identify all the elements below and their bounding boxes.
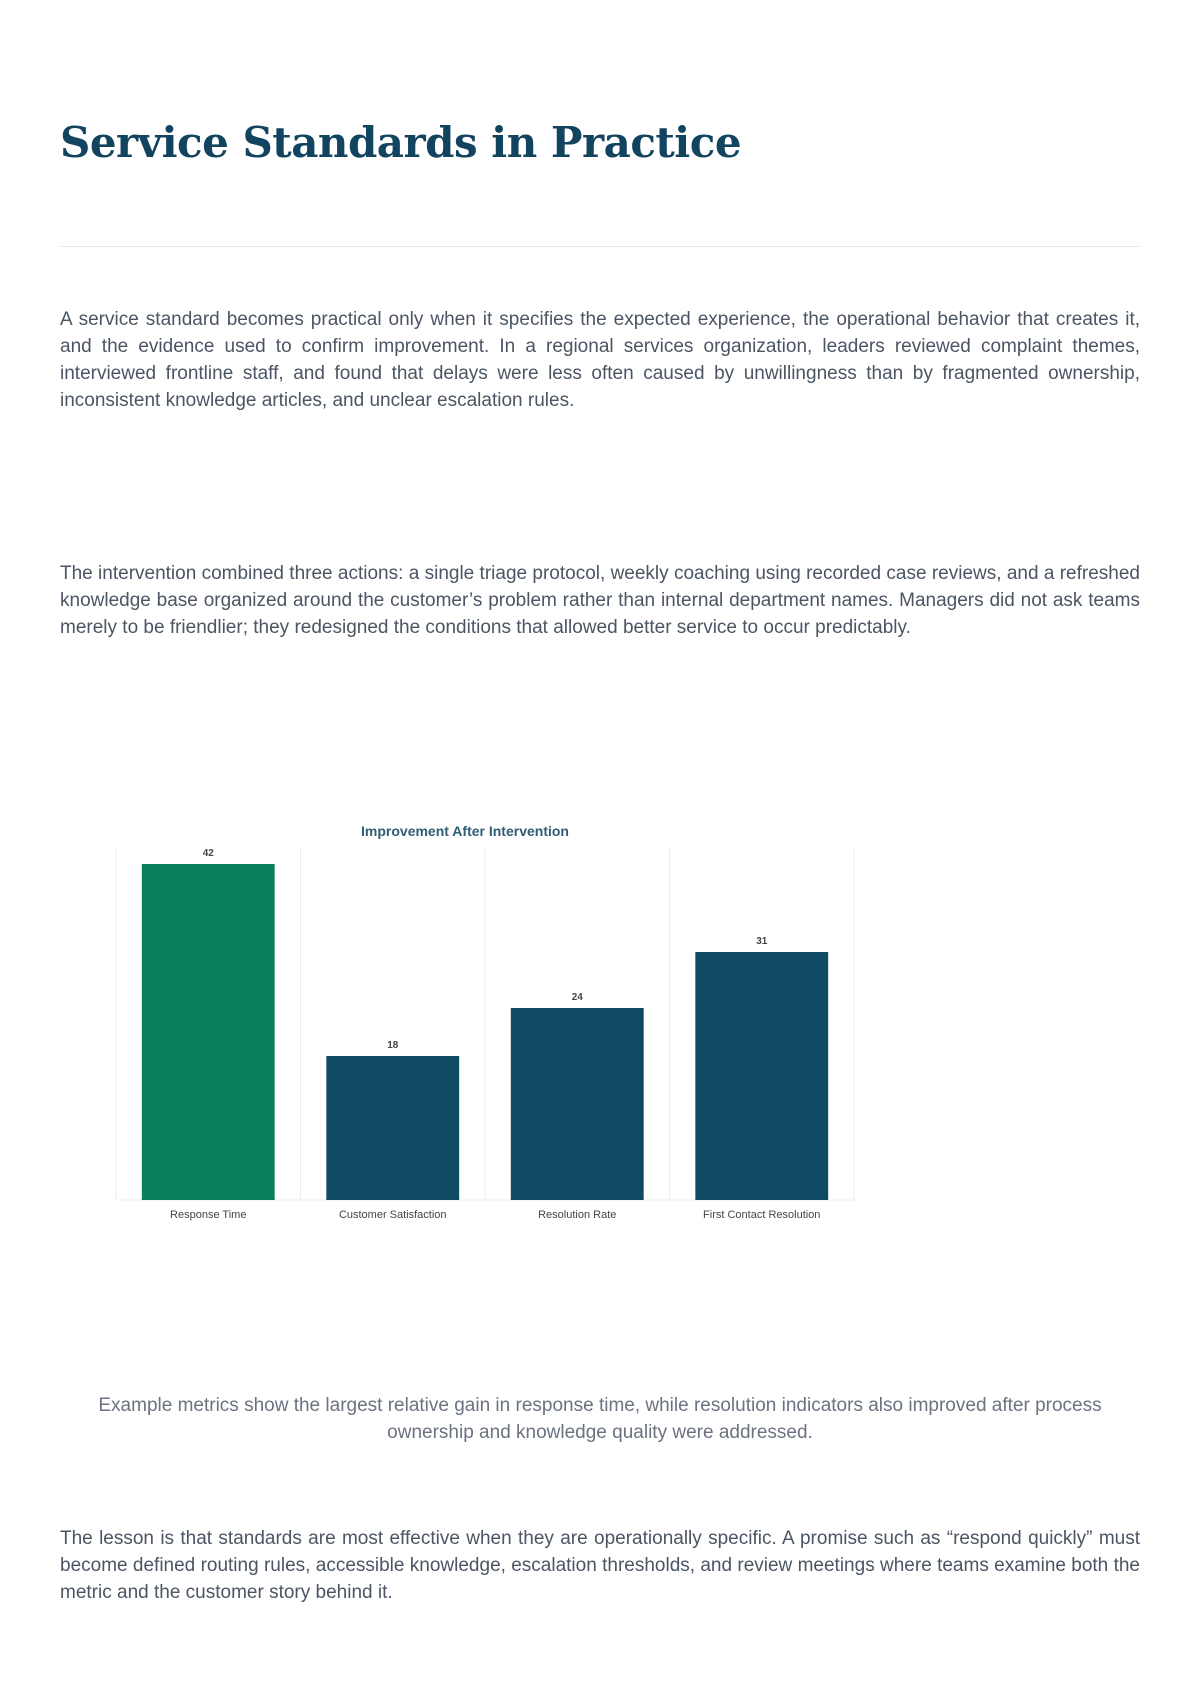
intro-paragraph: A service standard becomes practical only when it specifies the expected experience, the operational behavior that creates it, and the evidence used to confirm improvement. In a regional services organization, leaders reviewed complaint themes, interviewed frontline staff, and found that delays were less often caused by unwillingness than by fragmented ownership, inconsistent knowledge articles, and unclear escalation rules. — [60, 309, 1140, 411]
bar-resolution-rate — [511, 1008, 644, 1200]
x-tick-label: First Contact Resolution — [703, 1209, 821, 1221]
x-tick-label: Response Time — [170, 1209, 247, 1221]
lesson-paragraph: The lesson is that standards are most effective when they are operationally specific. A promise such as “respond quickly” must become defined routing rules, accessible knowledge, escalation thresholds, and review meetings where teams examine both the metric and the customer story behind it. — [60, 1528, 1140, 1603]
chart-caption: Example metrics show the largest relative gain in response time, while resolution indicators also improved after process ownership and knowledge quality were addressed. — [98, 1395, 1102, 1443]
bar-customer-satisfaction — [326, 1056, 459, 1200]
value-label: 18 — [387, 1040, 399, 1051]
x-tick-label: Customer Satisfaction — [338, 1209, 447, 1221]
bar-first-contact-resolution — [695, 952, 828, 1200]
title-divider — [60, 246, 1140, 247]
page-title: Service Standards in Practice — [60, 118, 742, 167]
value-label: 42 — [202, 848, 214, 859]
intervention-paragraph: The intervention combined three actions: a single triage protocol, weekly coaching using recorded case reviews, and a refreshed knowledge base organized around the customer’s problem rather than internal department names. Managers did not ask teams merely to be friendlier; they redesigned the conditions that allowed better service to occur predictably. — [60, 563, 1140, 638]
x-tick-label: Resolution Rate — [538, 1209, 617, 1221]
improvement-chart — [100, 812, 870, 1232]
value-label: 24 — [571, 992, 583, 1003]
bar-response-time — [142, 864, 275, 1200]
chart-svg — [100, 812, 870, 1232]
chart-title: Improvement After Intervention — [361, 823, 569, 839]
value-label: 31 — [756, 936, 768, 947]
